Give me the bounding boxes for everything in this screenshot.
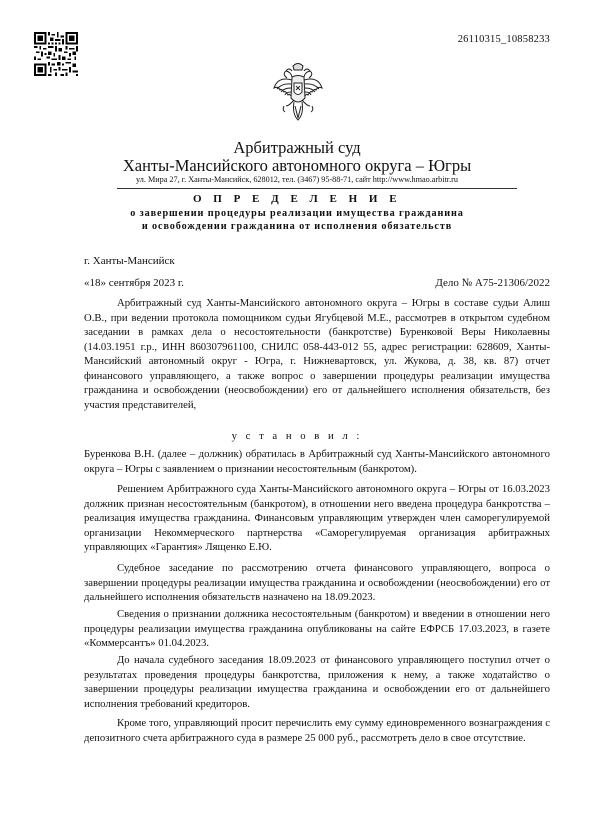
document-id: 26110315_10858233 bbox=[457, 34, 550, 45]
paragraph-2: Решением Арбитражного суда Ханты-Мансийского автономного округа – Югры от 16.03.2023 должник признан несостоятельным (банкротом), в отношении него введена процедура банкротства – реализация имущества гражданина. Финансовым управляющим утвержден член саморегулируемой организации Некоммерческого партнерства «Саморегулируемая организация арбитражных управляющих «Гарантия» Лященко Е.Ю. bbox=[84, 483, 550, 553]
header-divider bbox=[117, 188, 517, 189]
paragraph-3: Судебное заседание по рассмотрению отчета финансового управляющего, вопроса о завершении процедуры реализации имущества гражданина и освобождении (неосвобождении) его от дальнейшего исполнения обязательств назначено на 18.09.2023. bbox=[84, 562, 550, 603]
decision-date: «18» сентября 2023 г. bbox=[84, 277, 184, 289]
document-subtitle-line-1: о завершении процедуры реализации имущества гражданина bbox=[130, 208, 464, 219]
court-region: Ханты-Мансийского автономного округа – Югры bbox=[122, 156, 472, 175]
paragraph-6: Кроме того, управляющий просит перечислить ему сумму единовременного вознаграждения с депозитного счета арбитражного суда в размере 25 000 руб., рассмотреть дело в свое отсутствие. bbox=[84, 717, 550, 744]
paragraph-5: До начала судебного заседания 18.09.2023 от финансового управляющего поступил отчет о результатах проведения процедуры банкротства, приложения к нему, а также ходатайство о завершении процедуры реализации имущества гражданина и освобождении его от дальнейшего исполнения требований кредиторов. bbox=[84, 654, 550, 710]
court-address: ул. Мира 27, г. Ханты-Мансийск, 628012, тел. (3467) 95-88-71, сайт http://www.hmao.arbitr.ru bbox=[136, 175, 458, 184]
ustanovil-heading: у с т а н о в и л : bbox=[231, 430, 363, 442]
paragraph-4: Сведения о признании должника несостоятельным (банкротом) и введении в отношении него процедуры реализации имущества гражданина опубликованы на сайте ЕФРСБ 17.03.2023, в газете «Коммерсантъ» 01.04.2023. bbox=[84, 608, 550, 649]
document-subtitle-line-2: и освобождении гражданина от исполнения обязательств bbox=[141, 221, 453, 232]
paragraph-1: Буренкова В.Н. (далее – должник) обратилась в Арбитражный суд Ханты-Мансийского автономного округа – Югры с заявлением о признании несостоятельным (банкротом). bbox=[84, 448, 550, 475]
case-number: Дело № А75-21306/2022 bbox=[435, 277, 550, 289]
city: г. Ханты-Мансийск bbox=[84, 255, 175, 267]
court-name: Арбитражный суд bbox=[233, 138, 361, 157]
qr-code-icon bbox=[34, 32, 78, 76]
intro-paragraph: Арбитражный суд Ханты-Мансийского автономного округа – Югры в составе судьи Алиш О.В., при ведении протокола помощником судьи Ягубцевой М.Е., рассмотрев в открытом судебном заседании в рамках дела о несостоятельности (банкротстве) Буренковой Веры Николаевны (14.03.1951 г.р., ИНН 860307961100, СНИЛС 058-443-012 55, адрес регистрации: 628609, Ханты-Мансийский автономный округ - Югра, г. Нижневартовск, ул. Жукова, д. 38, кв. 87) отчет финансового управляющего, а также вопрос о завершении процедуры реализации имущества гражданина и освобождении (неосвобождении) его от дальнейшего исполнения обязательств, без участия представителей, bbox=[84, 297, 550, 411]
document-title: О П Р Е Д Е Л Е Н И Е bbox=[192, 193, 402, 205]
coat-of-arms-icon bbox=[272, 62, 324, 128]
